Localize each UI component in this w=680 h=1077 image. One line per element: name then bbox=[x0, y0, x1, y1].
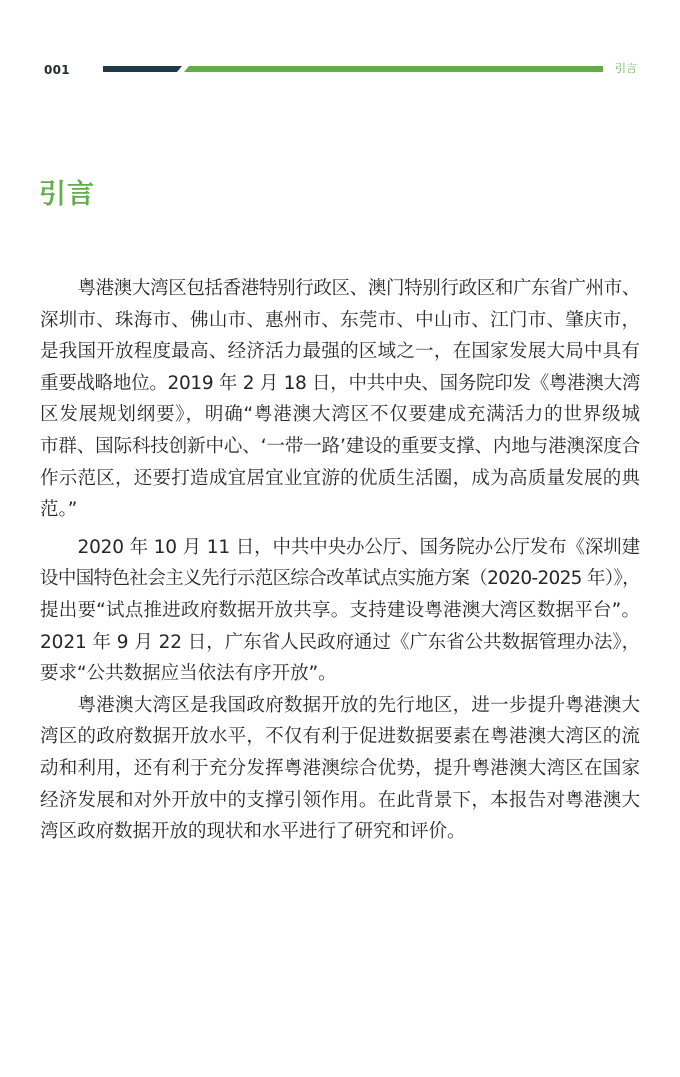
paragraph-line: 粤港澳大湾区包括香港特别行政区、澳门特别行政区和广东省广州市、 bbox=[77, 278, 640, 299]
paragraph-line: 经济发展和对外开放中的支撑引领作用。在此背景下，本报告对粤港澳大 bbox=[40, 789, 640, 811]
paragraph-line: 深圳市、珠海市、佛山市、惠州市、东莞市、中山市、江门市、肇庆市， bbox=[40, 309, 640, 331]
page-number: 001 bbox=[44, 63, 70, 77]
running-header-section: 引言 bbox=[615, 62, 637, 75]
paragraph-line: 要求“公共数据应当依法有序开放”。 bbox=[40, 663, 337, 685]
body-text bbox=[40, 273, 640, 848]
paragraph-line: 湾区政府数据开放的现状和水平进行了研究和评价。 bbox=[40, 821, 466, 843]
header-bar-dark bbox=[103, 66, 182, 72]
header-bar-green bbox=[184, 66, 603, 72]
section-title: 引言 bbox=[39, 179, 95, 210]
paragraph-line: 市群、国际科技创新中心、‘一带一路’建设的重要支撑、内地与港澳深度合 bbox=[40, 435, 640, 457]
paragraph-line: 粤港澳大湾区是我国政府数据开放的先行地区，进一步提升粤港澳大 bbox=[77, 694, 640, 716]
paragraph-line: 区发展规划纲要》，明确“粤港澳大湾区不仅要建成充满活力的世界级城 bbox=[40, 404, 640, 426]
paragraph-line: 范。” bbox=[40, 499, 78, 521]
paragraph-line: 湾区的政府数据开放水平，不仅有利于促进数据要素在粤港澳大湾区的流 bbox=[40, 726, 640, 748]
paragraph bbox=[40, 273, 640, 526]
paragraph-line: 2021 年 9 月 22 日，广东省人民政府通过《广东省公共数据管理办法》， bbox=[40, 631, 640, 653]
paragraph-line: 设中国特色社会主义先行示范区综合改革试点实施方案（2020-2025 年）》， bbox=[40, 568, 640, 590]
paragraph-line: 动和利用，还有利于充分发挥粤港澳综合优势，提升粤港澳大湾区在国家 bbox=[40, 757, 640, 779]
paragraph bbox=[40, 690, 640, 848]
paragraph-line: 提出要“试点推进政府数据开放共享。支持建设粤港澳大湾区数据平台”。 bbox=[40, 599, 640, 621]
paragraph-line: 作示范区，还要打造成宜居宜业宜游的优质生活圈，成为高质量发展的典 bbox=[40, 467, 640, 489]
paragraph-line: 2020 年 10 月 11 日，中共中央办公厅、国务院办公厅发布《深圳建 bbox=[77, 536, 640, 558]
paragraph-line: 重要战略地位。2019 年 2 月 18 日，中共中央、国务院印发《粤港澳大湾 bbox=[40, 372, 640, 394]
paragraph-line: 是我国开放程度最高、经济活力最强的区域之一，在国家发展大局中具有 bbox=[40, 341, 640, 363]
paragraph bbox=[40, 532, 640, 690]
